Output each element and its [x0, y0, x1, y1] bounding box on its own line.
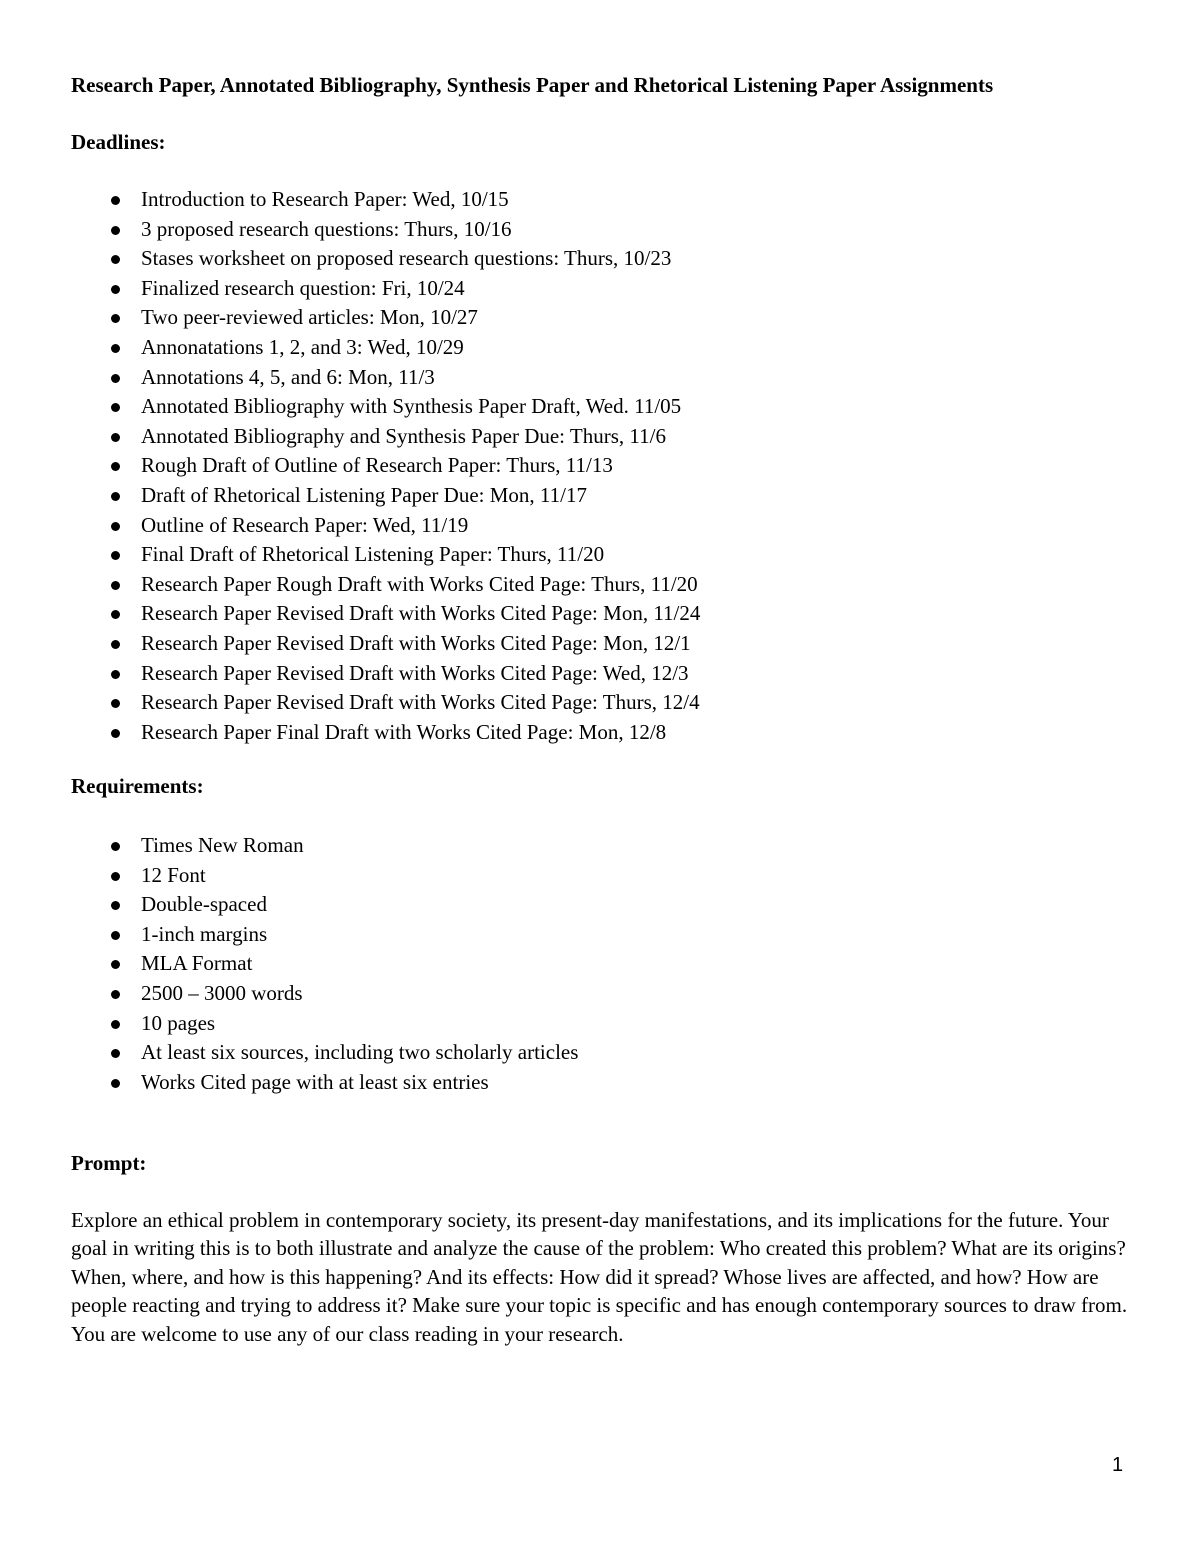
bullet-icon — [111, 990, 120, 999]
requirements-list — [105, 831, 578, 1097]
deadline-item-text: Stases worksheet on proposed research questions: Thurs, 10/23 — [141, 246, 672, 271]
prompt-paragraph: Explore an ethical problem in contemporary society, its present-day manifestations, and its implications for the future. Your goal in writing this is to both illustrate and analyze the cause of the problem: Who created this problem? What are its origins? When, where, and how is this happening? And its effects: How did it spread? Whose lives are affected, and how? How are people reacting and trying to address it? Make sure your topic is specific and has enough contemporary sources to draw from. You are welcome to use any of our class reading in your research. — [71, 1208, 1128, 1346]
deadline-item-text: Research Paper Revised Draft with Works Cited Page: Mon, 12/1 — [141, 630, 691, 655]
deadline-item — [105, 274, 700, 304]
bullet-icon — [111, 581, 120, 590]
bullet-icon — [111, 314, 120, 323]
deadline-item — [105, 659, 700, 689]
requirement-item-text: Times New Roman — [141, 833, 304, 857]
requirement-item — [105, 949, 578, 979]
bullet-icon — [111, 344, 120, 353]
bullet-icon — [111, 960, 120, 969]
requirement-item-text: 2500 – 3000 words — [141, 980, 303, 1005]
requirement-item-text: MLA Format — [141, 951, 253, 976]
deadline-item-text: Research Paper Revised Draft with Works Cited Page: Mon, 11/24 — [141, 601, 701, 626]
bullet-icon — [111, 901, 120, 910]
bullet-icon — [111, 842, 120, 851]
requirement-item — [105, 861, 578, 891]
deadline-item-text: Annonatations 1, 2, and 3: Wed, 10/29 — [141, 334, 464, 359]
deadline-item-text: Annotations 4, 5, and 6: Mon, 11/3 — [141, 364, 435, 389]
bullet-icon — [111, 226, 120, 235]
deadline-item-text: Final Draft of Rhetorical Listening Paper: Thurs, 11/20 — [141, 542, 605, 567]
requirement-item-text: 1-inch margins — [141, 921, 268, 946]
bullet-icon — [111, 1020, 120, 1029]
deadline-item — [105, 422, 700, 452]
deadline-item-text: Two peer-reviewed articles: Mon, 10/27 — [141, 305, 478, 330]
bullet-icon — [111, 462, 120, 471]
requirement-item — [105, 831, 578, 861]
bullet-icon — [111, 872, 120, 881]
requirement-item — [105, 920, 578, 950]
deadline-item-text: Research Paper Final Draft with Works Cited Page: Mon, 12/8 — [141, 719, 667, 744]
deadline-item-text: Annotated Bibliography with Synthesis Paper Draft, Wed. 11/05 — [141, 394, 682, 419]
bullet-icon — [111, 610, 120, 619]
requirement-item — [105, 1068, 578, 1098]
requirement-item-text: Works Cited page with at least six entries — [141, 1069, 489, 1094]
deadlines-list — [105, 185, 700, 747]
deadline-item — [105, 570, 700, 600]
bullet-icon — [111, 433, 120, 442]
requirement-item — [105, 979, 578, 1009]
deadline-item — [105, 303, 700, 333]
deadline-item-text: Outline of Research Paper: Wed, 11/19 — [141, 512, 469, 537]
bullet-icon — [111, 931, 120, 940]
bullet-icon — [111, 670, 120, 679]
bullet-icon — [111, 729, 120, 738]
deadline-item-text: Research Paper Rough Draft with Works Cited Page: Thurs, 11/20 — [141, 571, 698, 596]
deadline-item — [105, 718, 700, 748]
deadline-item — [105, 392, 700, 422]
deadline-item — [105, 244, 700, 274]
bullet-icon — [111, 285, 120, 294]
bullet-icon — [111, 1049, 120, 1058]
requirement-item-text: At least six sources, including two scholarly articles — [141, 1040, 579, 1065]
bullet-icon — [111, 699, 120, 708]
requirement-item-text: 10 pages — [141, 1010, 216, 1035]
deadline-item-text: Introduction to Research Paper: Wed, 10/15 — [141, 187, 509, 211]
deadline-item — [105, 333, 700, 363]
requirements-heading: Requirements: — [71, 774, 204, 798]
requirement-item-text: Double-spaced — [141, 892, 267, 917]
prompt-heading: Prompt: — [71, 1151, 147, 1175]
bullet-icon — [111, 255, 120, 264]
bullet-icon — [111, 551, 120, 560]
page-number: 1 — [1112, 1454, 1124, 1476]
document-title: Research Paper, Annotated Bibliography, Synthesis Paper and Rhetorical Listening Paper Assignments — [71, 73, 994, 97]
deadline-item-text: Research Paper Revised Draft with Works Cited Page: Wed, 12/3 — [141, 660, 689, 685]
deadline-item — [105, 363, 700, 393]
requirement-item — [105, 890, 578, 920]
bullet-icon — [111, 403, 120, 412]
bullet-icon — [111, 374, 120, 383]
requirement-item — [105, 1038, 578, 1068]
deadline-item-text: Rough Draft of Outline of Research Paper: Thurs, 11/13 — [141, 453, 613, 478]
bullet-icon — [111, 640, 120, 649]
bullet-icon — [111, 196, 120, 205]
deadline-item-text: Finalized research question: Fri, 10/24 — [141, 275, 465, 300]
bullet-icon — [111, 492, 120, 501]
deadline-item-text: Annotated Bibliography and Synthesis Paper Due: Thurs, 11/6 — [141, 423, 666, 448]
deadline-item-text: Draft of Rhetorical Listening Paper Due: Mon, 11/17 — [141, 482, 587, 507]
deadline-item — [105, 451, 700, 481]
deadline-item — [105, 540, 700, 570]
deadline-item — [105, 481, 700, 511]
deadline-item — [105, 688, 700, 718]
deadline-item — [105, 511, 700, 541]
deadlines-heading: Deadlines: — [71, 130, 166, 154]
requirement-item-text: 12 Font — [141, 862, 206, 887]
deadline-item — [105, 185, 700, 215]
bullet-icon — [111, 1079, 120, 1088]
bullet-icon — [111, 522, 120, 531]
deadline-item-text: 3 proposed research questions: Thurs, 10/16 — [141, 216, 512, 241]
deadline-item — [105, 629, 700, 659]
deadline-item-text: Research Paper Revised Draft with Works Cited Page: Thurs, 12/4 — [141, 690, 700, 715]
requirement-item — [105, 1009, 578, 1039]
deadline-item — [105, 599, 700, 629]
deadline-item — [105, 215, 700, 245]
